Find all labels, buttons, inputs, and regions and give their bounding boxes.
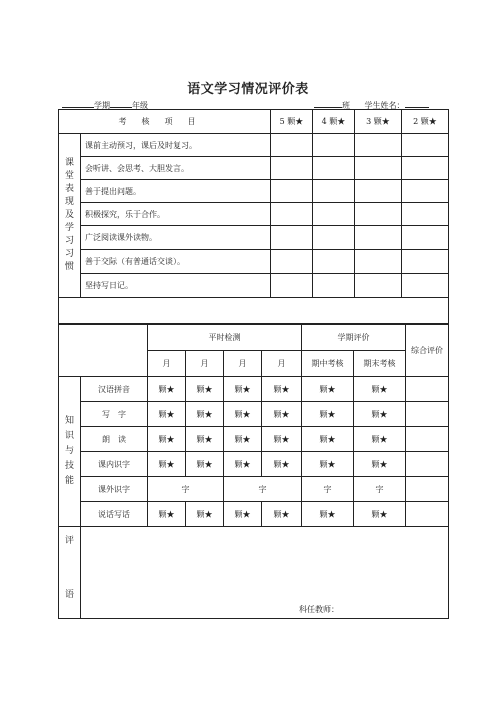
score-cell[interactable]: 颗★ <box>262 502 302 527</box>
score-cell[interactable]: 颗★ <box>148 377 186 402</box>
grade-cell[interactable] <box>313 250 355 274</box>
grade-cell[interactable] <box>271 134 313 157</box>
month-header: 月 <box>186 351 224 377</box>
score-cell[interactable]: 颗★ <box>354 452 406 477</box>
grade-cell[interactable] <box>402 203 449 226</box>
score-cell[interactable]: 颗★ <box>186 427 224 452</box>
item-header: 考核项目 <box>59 110 271 134</box>
table-row <box>59 203 449 226</box>
term-grade-line: 学期 年级 <box>62 99 148 111</box>
grade-cell[interactable] <box>402 226 449 250</box>
spacer-row <box>59 298 449 324</box>
score-cell[interactable]: 颗★ <box>224 402 262 427</box>
score-cell[interactable]: 颗★ <box>302 377 354 402</box>
grade-blank[interactable] <box>110 99 132 108</box>
grade-cell[interactable] <box>402 134 449 157</box>
grade-cell[interactable] <box>313 180 355 203</box>
grade-cell[interactable] <box>355 180 402 203</box>
three-star-header: 3 颗★ <box>355 110 402 134</box>
comment-area[interactable] <box>81 527 449 619</box>
habit-item: 坚持写日记。 <box>81 274 271 298</box>
score-cell[interactable]: 颗★ <box>224 377 262 402</box>
term-blank[interactable] <box>62 99 94 108</box>
class-blank[interactable] <box>314 99 342 108</box>
score-cell[interactable]: 颗★ <box>148 427 186 452</box>
score-cell[interactable]: 颗★ <box>186 452 224 477</box>
skill-name: 课外识字 <box>81 477 148 502</box>
habit-item: 广泛阅读课外读物。 <box>81 226 271 250</box>
table-row <box>59 180 449 203</box>
month-header: 月 <box>262 351 302 377</box>
five-star-header: 5 颗★ <box>271 110 313 134</box>
student-name-blank[interactable] <box>405 99 429 108</box>
score-cell[interactable]: 颗★ <box>262 427 302 452</box>
score-cell[interactable]: 颗★ <box>186 402 224 427</box>
grade-cell[interactable] <box>271 226 313 250</box>
grade-cell[interactable] <box>355 250 402 274</box>
skill-name: 朗 读 <box>81 427 148 452</box>
habit-item: 会听讲、会思考、大胆发言。 <box>81 157 271 180</box>
grade-cell[interactable] <box>402 157 449 180</box>
header-row <box>59 110 449 134</box>
habit-item: 善于提出问题。 <box>81 180 271 203</box>
teacher-label: 科任教师： <box>299 605 339 614</box>
habits-section-label: 课堂表现及学习习惯 <box>59 134 81 298</box>
grade-cell[interactable] <box>313 203 355 226</box>
skills-table <box>58 324 449 619</box>
grade-cell[interactable] <box>355 157 402 180</box>
grade-cell[interactable] <box>271 180 313 203</box>
page-title: 语文学习情况评价表 <box>187 82 309 97</box>
score-cell[interactable]: 颗★ <box>354 427 406 452</box>
two-star-header: 2 颗★ <box>402 110 449 134</box>
month-header: 月 <box>224 351 262 377</box>
grade-cell[interactable] <box>271 203 313 226</box>
table-row <box>59 134 449 157</box>
score-cell[interactable]: 颗★ <box>262 402 302 427</box>
table-row <box>59 377 449 402</box>
overall-cell[interactable] <box>406 502 449 527</box>
table-row <box>59 157 449 180</box>
overall-cell[interactable] <box>406 477 449 502</box>
score-cell[interactable]: 颗★ <box>186 377 224 402</box>
overall-eval-header: 综合评价 <box>406 325 449 377</box>
grade-cell[interactable] <box>355 226 402 250</box>
month-header: 月 <box>148 351 186 377</box>
grade-cell[interactable] <box>313 157 355 180</box>
regular-test-header: 平时检测 <box>148 325 302 351</box>
overall-cell[interactable] <box>406 452 449 477</box>
score-cell[interactable]: 颗★ <box>148 452 186 477</box>
table-row <box>59 502 449 527</box>
score-cell[interactable]: 字 <box>354 477 406 502</box>
score-cell[interactable]: 颗★ <box>148 402 186 427</box>
skill-name: 汉语拼音 <box>81 377 148 402</box>
score-cell[interactable]: 颗★ <box>224 502 262 527</box>
score-cell[interactable]: 颗★ <box>262 377 302 402</box>
grade-cell[interactable] <box>313 226 355 250</box>
score-cell[interactable]: 颗★ <box>148 502 186 527</box>
table-row <box>59 477 449 502</box>
score-cell[interactable]: 字 <box>302 477 354 502</box>
score-cell[interactable]: 字 <box>148 477 224 502</box>
overall-cell[interactable] <box>406 402 449 427</box>
table-row <box>59 250 449 274</box>
score-cell[interactable]: 颗★ <box>224 427 262 452</box>
score-cell[interactable]: 颗★ <box>354 502 406 527</box>
grade-cell[interactable] <box>402 180 449 203</box>
grade-cell[interactable] <box>355 203 402 226</box>
habit-item: 课前主动预习，课后及时复习。 <box>81 134 271 157</box>
score-cell[interactable]: 颗★ <box>302 427 354 452</box>
score-cell[interactable]: 颗★ <box>186 502 224 527</box>
table-row <box>59 452 449 477</box>
grade-cell[interactable] <box>402 274 449 298</box>
final-header: 期末考核 <box>354 351 406 377</box>
four-star-header: 4 颗★ <box>313 110 355 134</box>
score-cell[interactable]: 颗★ <box>302 502 354 527</box>
skills-section-label: 知识与技能 <box>59 377 81 527</box>
skill-name: 课内识字 <box>81 452 148 477</box>
class-student-line: 班 学生姓名： <box>314 99 429 111</box>
midterm-header: 期中考核 <box>302 351 354 377</box>
skill-name: 说话写话 <box>81 502 148 527</box>
grade-cell[interactable] <box>271 250 313 274</box>
skill-name: 写 字 <box>81 402 148 427</box>
grade-cell[interactable] <box>313 274 355 298</box>
grade-cell[interactable] <box>313 134 355 157</box>
overall-cell[interactable] <box>406 427 449 452</box>
grade-cell[interactable] <box>271 274 313 298</box>
habit-item: 积极探究，乐于合作。 <box>81 203 271 226</box>
comment-row <box>59 527 449 619</box>
table-row <box>59 226 449 250</box>
table-row <box>59 274 449 298</box>
term-eval-header: 学期评价 <box>302 325 406 351</box>
grade-cell[interactable] <box>355 274 402 298</box>
table-row <box>59 427 449 452</box>
table-row <box>59 402 449 427</box>
grade-cell[interactable] <box>271 157 313 180</box>
score-cell[interactable]: 颗★ <box>302 402 354 427</box>
score-cell[interactable]: 颗★ <box>354 402 406 427</box>
comment-label: 评 语 <box>59 527 81 619</box>
score-cell[interactable]: 字 <box>224 477 302 502</box>
grade-cell[interactable] <box>402 250 449 274</box>
overall-cell[interactable] <box>406 377 449 402</box>
skills-header-row <box>59 325 449 351</box>
score-cell[interactable]: 颗★ <box>302 452 354 477</box>
grade-cell[interactable] <box>355 134 402 157</box>
habit-item: 善于交际（有普通话交谈）。 <box>81 250 271 274</box>
score-cell[interactable]: 颗★ <box>224 452 262 477</box>
score-cell[interactable]: 颗★ <box>262 452 302 477</box>
habits-table <box>58 109 449 324</box>
score-cell[interactable]: 颗★ <box>354 377 406 402</box>
